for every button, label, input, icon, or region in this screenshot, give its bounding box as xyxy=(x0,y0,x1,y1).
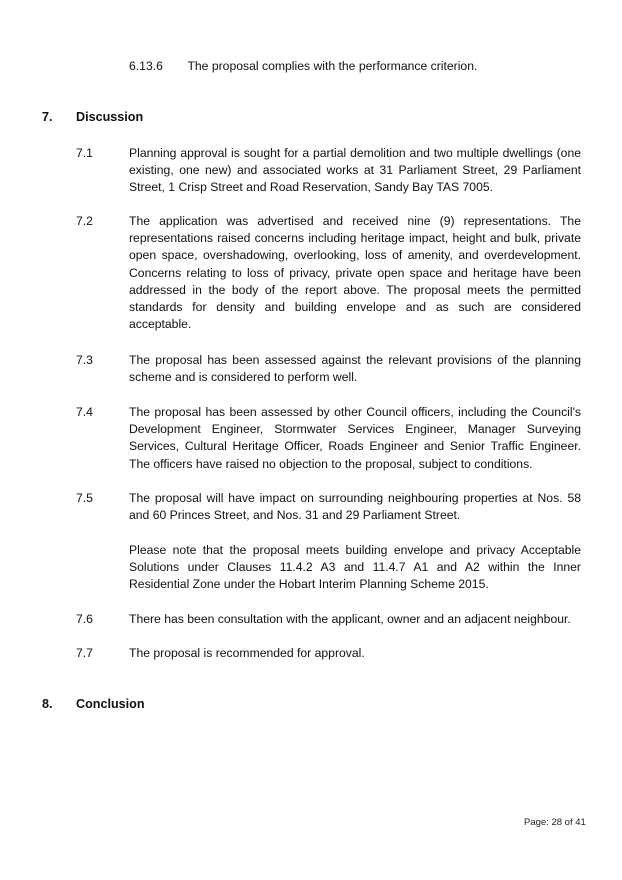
item-7-7-text: The proposal is recommended for approval. xyxy=(129,646,365,660)
item-number: 6.13.6 xyxy=(129,59,163,73)
page-number: Page: 28 of 41 xyxy=(524,817,586,828)
item-7-4-text: The proposal has been assessed by other Council officers, including the Council's Development Engineer, Stormwater Services Engineer, Manager Surveying Services, Cultural Heritage Officer, Roads Engineer and Senior Traffic Engineer. The officers have raised no objection to the proposal, subject to conditions. xyxy=(129,405,581,471)
item-7-4-number: 7.4 xyxy=(76,405,93,419)
item-7-5-note: Please note that the proposal meets building envelope and privacy Acceptable Solutions under Clauses 11.4.2 A3 and 11.4.7 A1 and A2 within the Inner Residential Zone under the Hobart Interim Planning Scheme 2015. xyxy=(129,543,581,592)
item-7-3-text: The proposal has been assessed against the relevant provisions of the planning scheme and is considered to perform well. xyxy=(129,353,581,385)
item-7-1-number: 7.1 xyxy=(76,146,93,160)
item-text: The proposal complies with the performance criterion. xyxy=(187,59,478,73)
item-7-5-text: The proposal will have impact on surrounding neighbouring properties at Nos. 58 and 60 Princes Street, and Nos. 31 and 29 Parliament Street. xyxy=(129,491,581,523)
item-7-2-text: The application was advertised and received nine (9) representations. The representations raised concerns including heritage impact, height and bulk, private open space, overshadowing, overlooking, loss of amenity, and overdevelopment. Concerns relating to loss of privacy, private open space and heritage have been addressed in the body of the report above. The proposal meets the permitted standards for density and building envelope and as such are considered acceptable. xyxy=(129,214,581,332)
section-7-title: Discussion xyxy=(76,110,144,124)
item-7-2-number: 7.2 xyxy=(76,214,93,228)
section-8-title: Conclusion xyxy=(76,697,145,711)
item-7-6-number: 7.6 xyxy=(76,612,93,626)
item-7-3-number: 7.3 xyxy=(76,353,93,367)
section-8-number: 8. xyxy=(42,697,53,711)
section-7-number: 7. xyxy=(42,110,53,124)
item-7-6-text: There has been consultation with the applicant, owner and an adjacent neighbour. xyxy=(129,612,571,626)
item-6-13-6 xyxy=(129,58,477,75)
item-7-5-number: 7.5 xyxy=(76,491,93,505)
item-7-1-text: Planning approval is sought for a partial demolition and two multiple dwellings (one existing, one new) and associated works at 31 Parliament Street, 29 Parliament Street, 1 Crisp Street and Road Reservation, Sandy Bay TAS 7005. xyxy=(129,146,581,195)
item-7-7-number: 7.7 xyxy=(76,646,93,660)
